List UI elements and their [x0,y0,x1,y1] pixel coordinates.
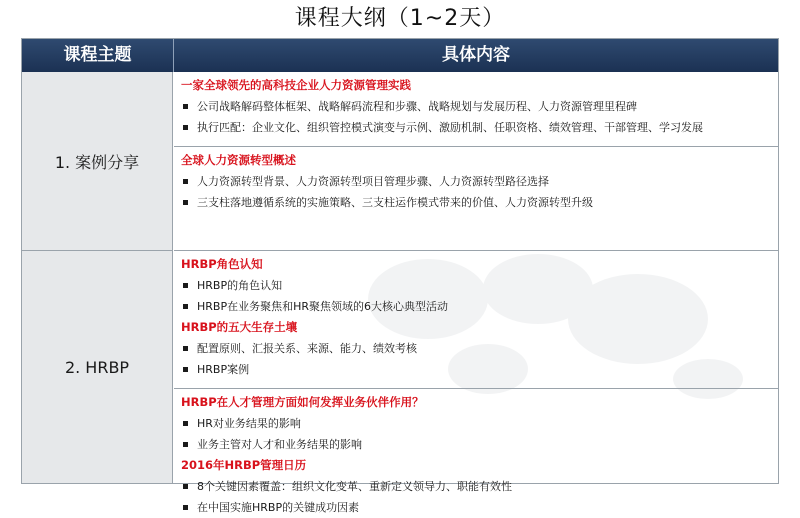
list-item [181,96,778,117]
square-bullet-icon [183,505,188,510]
list-item [181,338,778,359]
square-bullet-icon [183,484,188,489]
content-block [174,389,778,514]
square-bullet-icon [183,283,188,288]
list-item [181,413,778,434]
list-item-text: 三支柱落地遵循系统的实施策略、三支柱运作模式带来的价值、人力资源转型升级 [197,196,593,209]
list-item [181,296,778,317]
course-outline-table [21,38,779,514]
list-item [181,117,778,138]
content-block [174,146,778,251]
topic-case-study: 1. 案例分享 [22,72,173,251]
bullet-list [181,476,778,518]
topic-hrbp: 2. HRBP [22,251,173,483]
list-item-text: HRBP的角色认知 [197,279,283,292]
list-item-text: 执行匹配：企业文化、组织管控模式演变与示例、激励机制、任职资格、绩效管理、干部管理、学习发展 [197,121,703,134]
section-heading: 一家全球领先的高科技企业人力资源管理实践 [181,78,411,92]
list-item [181,434,778,455]
table-header-row [22,39,778,72]
square-bullet-icon [183,346,188,351]
square-bullet-icon [183,200,188,205]
section-heading: HRBP在人才管理方面如何发挥业务伙伴作用？ [181,395,424,409]
page-title: 课程大纲（1~2天） [294,6,506,31]
list-item [181,476,778,497]
list-item-text: 配置原则、汇报关系、来源、能力、绩效考核 [197,342,417,355]
square-bullet-icon [183,421,188,426]
list-item-text: HR对业务结果的影响 [197,417,301,430]
list-item [181,497,778,518]
square-bullet-icon [183,304,188,309]
square-bullet-icon [183,367,188,372]
section-heading: 2016年HRBP管理日历 [181,458,307,472]
square-bullet-icon [183,104,188,109]
list-item [181,275,778,296]
square-bullet-icon [183,442,188,447]
bullet-list [181,338,778,380]
list-item [181,171,778,192]
list-item-text: 公司战略解码整体框架、战略解码流程和步骤、战略规划与发展历程、人力资源管理里程碑 [197,100,637,113]
list-item-text: HRBP案例 [197,363,250,376]
list-item-text: 人力资源转型背景、人力资源转型项目管理步骤、人力资源转型路径选择 [197,175,549,188]
list-item-text: 8个关键因素覆盖：组织文化变革、重新定义领导力、职能有效性 [197,480,512,493]
header-content: 具体内容 [442,45,510,65]
section-heading: HRBP角色认知 [181,257,263,271]
bullet-list [181,275,778,317]
square-bullet-icon [183,125,188,130]
bullet-list [181,96,778,138]
list-item-text: HRBP在业务聚焦和HR聚焦领域的6大核心典型活动 [197,300,449,313]
list-item-text: 在中国实施HRBP的关键成功因素 [197,501,360,514]
section-heading: 全球人力资源转型概述 [181,153,296,167]
list-item [181,192,778,213]
list-item-text: 业务主管对人才和业务结果的影响 [197,438,362,451]
bullet-list [181,171,778,213]
section-heading: HRBP的五大生存土壤 [181,320,298,334]
header-topic: 课程主题 [22,39,174,72]
bullet-list [181,413,778,455]
list-item [181,359,778,380]
content-block [174,251,778,389]
content-block [174,72,778,146]
square-bullet-icon [183,179,188,184]
